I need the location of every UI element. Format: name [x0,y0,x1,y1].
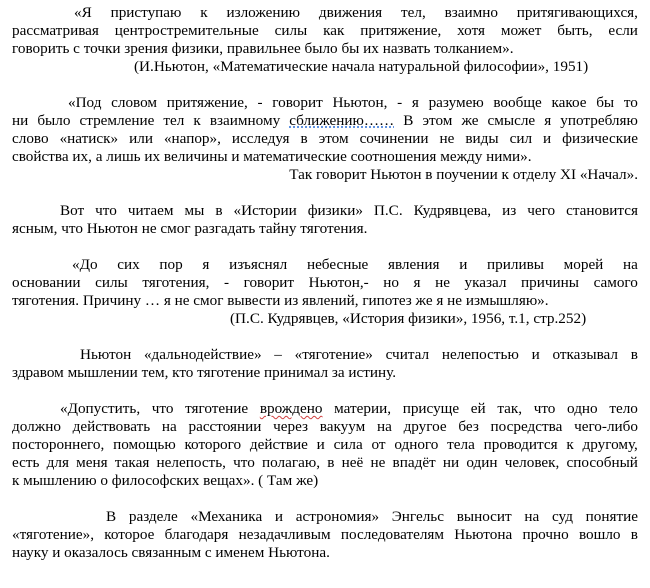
text-line: «Под словом притяжение, - говорит Ньютон, - я разумею вообще какое бы то [68,94,638,111]
text-line: здравом мышлении тем, кто тяготение принимал за истину. [12,364,397,381]
quote-newton-3 [12,400,638,490]
text-line: постороннего, помощью которого действие и сила от одного тела проводится к другому, [12,436,638,453]
document-page [12,4,638,562]
text-line: свойства их, а лишь их величины и математические соотношения между ними». [12,148,532,165]
text-line: В разделе «Механика и астрономия» Энгельс выносит на суд понятие [106,508,638,525]
text-line: «Допустить, что тяготение врождено материи, присуще ей так, что одно тело [60,400,638,417]
citation: (И.Ньютон, «Математические начала натуральной философии», 1951) [134,58,589,75]
text-line: основании силы тяготения, - говорит Ньютон,- но я не указал причины самого [12,274,638,291]
text-line: ясным, что Ньютон не смог разгадать тайну тяготения. [12,220,368,237]
text-line: есть для меня такая нелепость, что полагаю, в неё не впадёт ни один человек, способный [12,454,638,471]
text-line: Вот что читаем мы в «Истории физики» П.С. Кудрявцева, из чего становится [60,202,638,219]
citation: Так говорит Ньютон в поучении к отделу XI «Начал». [289,166,638,183]
citation: (П.С. Кудрявцев, «История физики», 1956, т.1, стр.252) [230,310,587,327]
text-line: «До сих пор я изъяснял небесные явления и приливы морей на [72,256,638,273]
text-line: тяготения. Причину … я не смог вывести из явлений, гипотез же я не измышляю». [12,292,549,309]
text-line: ни было стремление тел к взаимному сближению…… В этом же смысле я употребляю [12,112,638,129]
text-line: Ньютон «дальнодействие» – «тяготение» считал нелепостью и отказывал в [80,346,638,363]
quote-kudryavtsev [12,256,638,328]
text-line: к мышлению о философских вещах». ( Там же) [12,472,319,489]
text-line: слово «натиск» или «напор», исследуя в этом сочинении не виды сил и физические [12,130,638,147]
text-line: «Я приступаю к изложению движения тел, взаимно притягивающихся, [74,4,638,21]
text-line: рассматривая центростремительные силы как притяжение, хотя может быть, если [12,22,638,39]
action-at-distance [12,346,638,382]
quote-newton-2 [12,94,638,184]
text-line: «тяготение», которое благодаря незадачливым последователям Ньютона прочно вошло в [12,526,638,543]
kudryavtsev-intro [12,202,638,238]
text-line: говорить с точки зрения физики, правильнее было бы их назвать толканием». [12,40,514,57]
text-line: науку и оказалось связанным с именем Ньютона. [12,544,330,561]
quote-newton-1 [12,4,638,76]
text-line: должно действовать на расстоянии через вакуум на другое без посредства чего-либо [12,418,638,435]
engels-section [12,508,638,562]
